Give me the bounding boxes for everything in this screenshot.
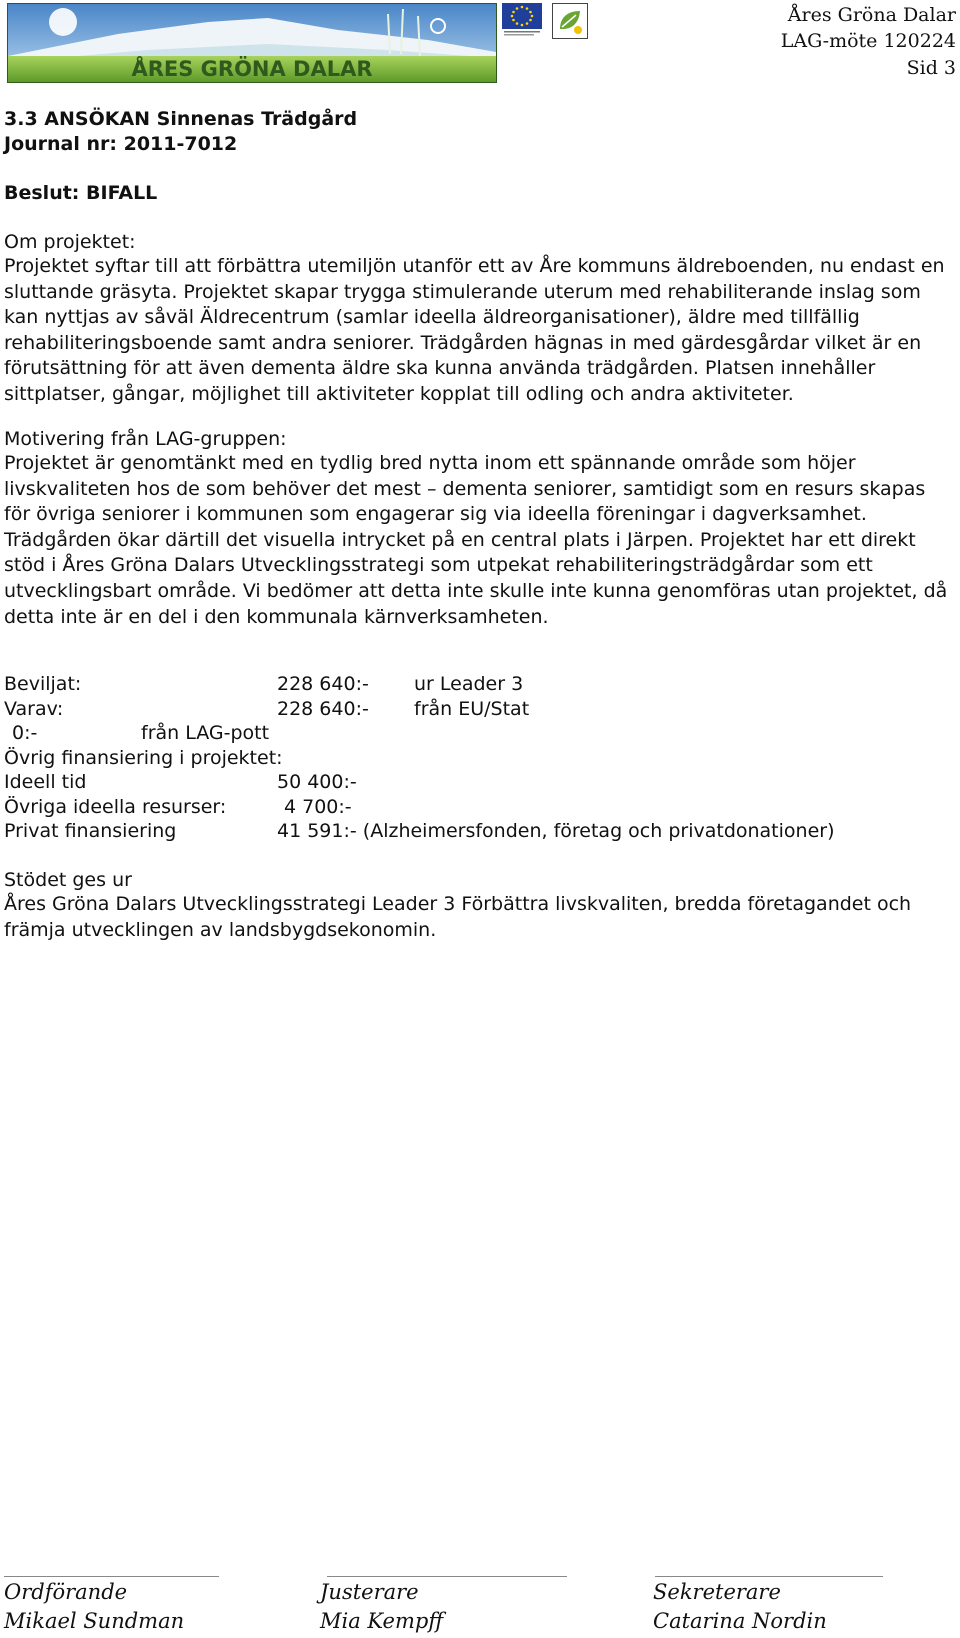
header-meeting: LAG-möte 120224: [780, 30, 956, 52]
signature-name-adjuster: Mia Kempff: [320, 1609, 444, 1633]
signature-role-chair: Ordförande: [4, 1580, 128, 1604]
lag-amount: 0:-: [12, 722, 38, 744]
signature-name-secretary: Catarina Nordin: [653, 1609, 827, 1633]
granted-source: ur Leader 3: [414, 673, 524, 695]
support-heading: Stödet ges ur: [4, 869, 132, 891]
granted-amount: 228 640:-: [277, 673, 369, 695]
volunteer-amount: 50 400:-: [277, 771, 357, 793]
about-text: Projektet syftar till att förbättra utemiljön utanför ett av Åre kommuns äldreboenden, nu endast en sluttande gräsyta. Projektet skapar trygga stimulerande uterum med rehabiliterande inslag som kan nyttjas av såväl Äldrecentrum (samlar ideella äldreorganisationer), äldre med tillfällig rehabiliteringsboende samt andra seniorer. Trädgården hägnas in med gärdesgårdar vilket är en förutsättning för att även dementa äldre ska kunna använda trädgården. Platsen innehåller sittplatser, gångar, möjlighet till aktiviteter kopplat till odling och andra aktiviteter.: [4, 255, 945, 405]
signature-line-chair: [4, 1576, 219, 1577]
lag-source: från LAG-pott: [141, 722, 270, 744]
section-title: 3.3 ANSÖKAN Sinnenas Trädgård: [4, 108, 358, 130]
of-which-label: Varav:: [4, 698, 64, 720]
motivation-text: Projektet är genomtänkt med en tydlig bred nytta inom ett spännande område som höjer livskvaliteten hos de som behöver det mest – dementa seniorer, samtidigt som en resurs skapas för övriga seniorer i kommunen som engagerar sig via ideella föreningar i dagverksamhet. Trädgården ökar därtill det visuella intrycket på en central plats i Järpen. Projektet har ett direkt stöd i Åres Gröna Dalars Utvecklingsstrategi som utpekat rehabiliteringsträdgårdar som ett utvecklingsbart område. Vi bedömer att detta inte skulle inte kunna genomföras utan projektet, då detta inte är en del i den kommunala kärnverksamheten.: [4, 452, 948, 628]
leader-logo: [552, 3, 588, 39]
other-resources-amount: 4 700:-: [284, 796, 352, 818]
decision: Beslut: BIFALL: [4, 182, 158, 204]
banner-title: ÅRES GRÖNA DALAR: [131, 57, 373, 81]
banner-graphic: [8, 4, 496, 82]
motivation-heading: Motivering från LAG-gruppen:: [4, 428, 287, 450]
of-which-amount: 228 640:-: [277, 698, 369, 720]
signature-line-secretary: [655, 1576, 883, 1577]
volunteer-label: Ideell tid: [4, 771, 87, 793]
header-banner: [7, 3, 497, 83]
private-amount: 41 591:- (Alzheimersfonden, företag och privatdonationer): [277, 820, 835, 842]
header-page-number: Sid 3: [906, 57, 956, 79]
private-label: Privat finansiering: [4, 820, 177, 842]
of-which-source: från EU/Stat: [414, 698, 530, 720]
header-organization: Åres Gröna Dalar: [787, 4, 956, 26]
eu-flag-logo: [502, 3, 542, 38]
signature-role-secretary: Sekreterare: [653, 1580, 781, 1604]
granted-label: Beviljat:: [4, 673, 82, 695]
about-heading: Om projektet:: [4, 231, 136, 253]
signature-line-adjuster: [327, 1576, 567, 1577]
other-finance-heading: Övrig finansiering i projektet:: [4, 747, 283, 769]
journal-number: Journal nr: 2011-7012: [4, 133, 238, 155]
other-resources-label: Övriga ideella resurser:: [4, 796, 227, 818]
signature-name-chair: Mikael Sundman: [4, 1609, 185, 1633]
support-text: Åres Gröna Dalars Utvecklingsstrategi Leader 3 Förbättra livskvaliten, bredda företagandet och främja utvecklingen av landsbygdsekonomin.: [4, 893, 912, 941]
signature-role-adjuster: Justerare: [320, 1580, 419, 1604]
